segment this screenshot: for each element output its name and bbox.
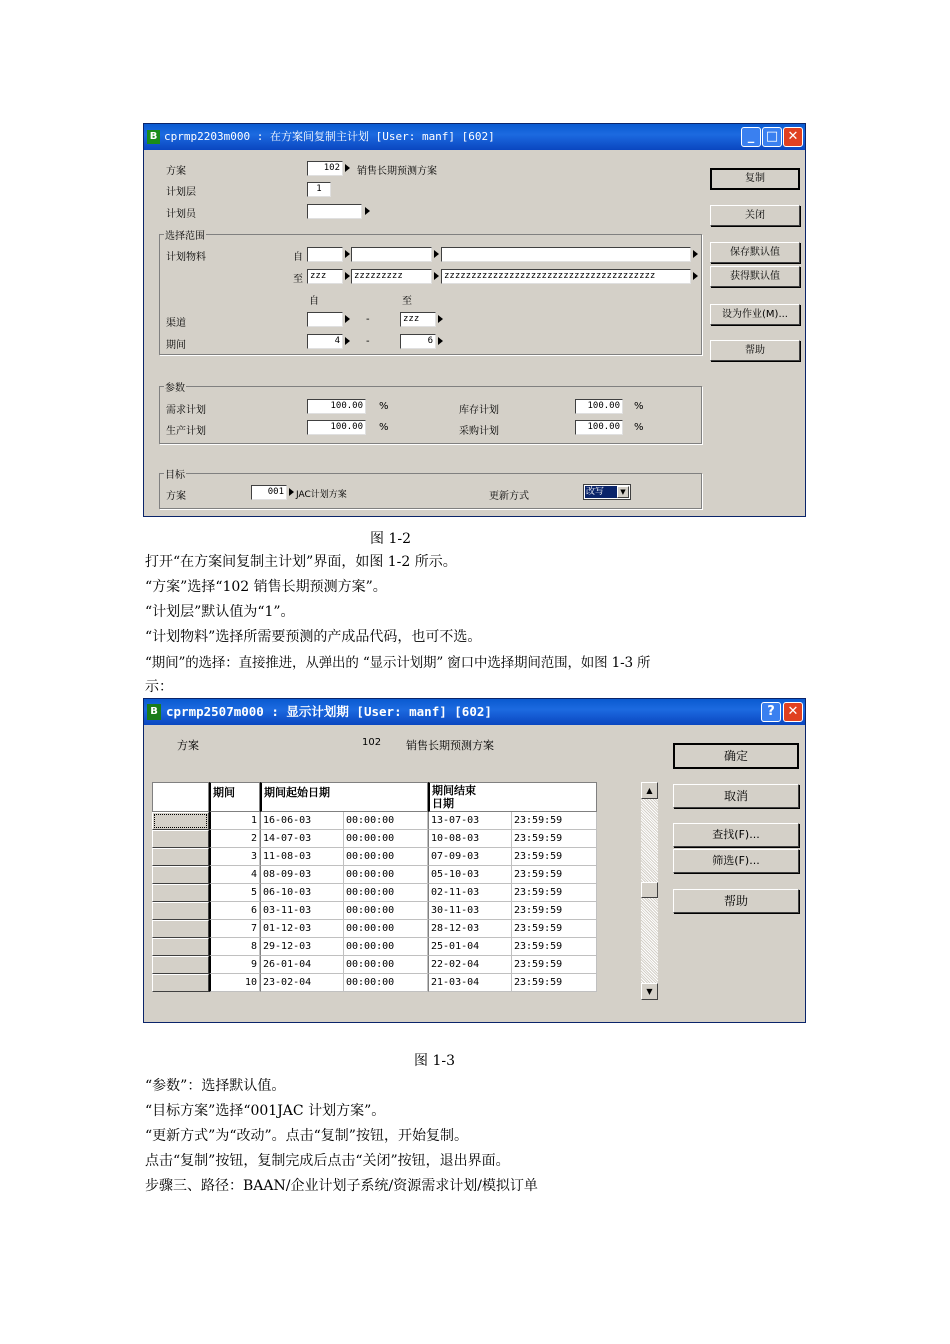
paragraph: 示： (145, 679, 173, 695)
period-label: 期间 (166, 340, 186, 351)
cell-start-date: 03-11-03 (260, 902, 344, 920)
item-to-3-zoom-icon[interactable] (693, 272, 698, 280)
channel-dash: - (366, 314, 370, 325)
cell-start-date: 29-12-03 (260, 938, 344, 956)
find-button[interactable]: 查找(F)... (673, 823, 799, 847)
cell-period: 8 (209, 938, 260, 956)
update-mode-label: 更新方式 (489, 491, 529, 502)
app-icon: B (147, 130, 160, 144)
update-mode-value: 改写 (585, 486, 618, 498)
header-period: 期间 (209, 782, 260, 812)
help-button[interactable]: 帮助 (673, 889, 799, 913)
period-dash: - (366, 336, 370, 347)
set-as-job-button[interactable]: 设为作业(M)... (710, 304, 800, 325)
item-to-1[interactable]: zzz (307, 269, 343, 284)
demand-plan-label: 需求计划 (166, 405, 206, 416)
ok-button[interactable]: 确定 (673, 743, 799, 769)
header-end-date (428, 782, 597, 812)
item-from-2[interactable] (351, 247, 432, 262)
app-icon: B (147, 704, 161, 720)
demand-plan-unit: % (379, 401, 389, 412)
filter-button[interactable]: 筛选(F)... (673, 849, 799, 873)
inventory-plan-label: 库存计划 (459, 405, 499, 416)
cell-end-date: 07-09-03 (428, 848, 512, 866)
cell-period: 7 (209, 920, 260, 938)
cell-end-time: 23:59:59 (512, 866, 597, 884)
cell-start-time: 00:00:00 (344, 938, 428, 956)
cell-period: 10 (209, 974, 260, 992)
cell-start-time: 00:00:00 (344, 812, 428, 830)
cell-end-date: 10-08-03 (428, 830, 512, 848)
paragraph: “目标方案”选择“001JAC 计划方案”。 (145, 1103, 386, 1119)
cell-end-time: 23:59:59 (512, 902, 597, 920)
scroll-up-icon[interactable]: ▲ (641, 782, 658, 799)
show-plan-periods-window (143, 698, 806, 1023)
item-to-1-zoom-icon[interactable] (345, 272, 350, 280)
plan-item-label: 计划物料 (166, 252, 206, 263)
purchase-plan-input[interactable]: 100.00 (575, 420, 623, 435)
item-from-2-zoom-icon[interactable] (434, 250, 439, 258)
window-title: cprmp2507m000 : 显示计划期 [User: manf] [602] (166, 704, 492, 719)
paragraph: “参数”：选择默认值。 (145, 1078, 286, 1094)
period-to-zoom-icon[interactable] (438, 337, 443, 345)
planner-label: 计划员 (166, 209, 196, 220)
row-selector[interactable] (152, 956, 209, 974)
cell-start-date: 23-02-04 (260, 974, 344, 992)
cell-end-time: 23:59:59 (512, 956, 597, 974)
cell-end-time: 23:59:59 (512, 884, 597, 902)
title-bar[interactable] (144, 699, 805, 725)
close-button[interactable]: 关闭 (710, 205, 800, 226)
title-bar[interactable] (144, 124, 805, 150)
save-defaults-button[interactable]: 保存默认值 (710, 242, 800, 263)
row-selector[interactable] (152, 866, 209, 884)
scenario-label: 方案 (166, 166, 186, 177)
get-defaults-button[interactable]: 获得默认值 (710, 266, 800, 287)
inventory-plan-unit: % (634, 401, 644, 412)
cell-start-date: 06-10-03 (260, 884, 344, 902)
chevron-down-icon[interactable]: ▼ (617, 486, 629, 498)
cell-period: 1 (209, 812, 260, 830)
close-icon[interactable]: ✕ (783, 702, 803, 722)
planner-input[interactable] (307, 204, 362, 219)
row-selector[interactable] (152, 974, 209, 992)
scenario-zoom-icon[interactable] (345, 164, 350, 172)
close-icon[interactable]: ✕ (783, 127, 803, 147)
paragraph: 点击“复制”按钮，复制完成后点击“关闭”按钮，退出界面。 (145, 1153, 510, 1169)
item-to-2[interactable]: zzzzzzzzz (351, 269, 432, 284)
cell-end-date: 28-12-03 (428, 920, 512, 938)
cell-start-date: 16-06-03 (260, 812, 344, 830)
cell-start-time: 00:00:00 (344, 866, 428, 884)
paragraph: “计划层”默认值为“1”。 (145, 604, 295, 620)
cell-end-date: 05-10-03 (428, 866, 512, 884)
plan-level-input[interactable]: 1 (307, 182, 331, 197)
purchase-plan-label: 采购计划 (459, 426, 499, 437)
planner-zoom-icon[interactable] (365, 207, 370, 215)
cell-end-date: 21-03-04 (428, 974, 512, 992)
channel-to-zoom-icon[interactable] (438, 315, 443, 323)
column-to-label: 至 (402, 296, 412, 307)
channel-to-input[interactable]: zzz (400, 312, 436, 327)
channel-from-input[interactable] (307, 312, 343, 327)
scenario-desc: 销售长期预测方案 (357, 166, 437, 177)
cell-start-time: 00:00:00 (344, 830, 428, 848)
cell-end-time: 23:59:59 (512, 848, 597, 866)
grid-corner (152, 782, 209, 812)
paragraph: 步骤三、路径：BAAN/企业计划子系统/资源需求计划/模拟订单 (145, 1178, 538, 1194)
scenario-code: 102 (362, 737, 382, 748)
header-start-date: 期间起始日期 (260, 782, 428, 812)
row-selector[interactable] (152, 884, 209, 902)
update-mode-select[interactable] (583, 484, 631, 500)
cell-end-time: 23:59:59 (512, 974, 597, 992)
paragraph: “期间”的选择：直接推进，从弹出的 “显示计划期” 窗口中选择期间范围，如图 1-3 所 (145, 655, 651, 671)
paragraph: “方案”选择“102 销售长期预测方案”。 (145, 579, 387, 595)
cell-end-time: 23:59:59 (512, 812, 597, 830)
cell-end-date: 30-11-03 (428, 902, 512, 920)
cell-start-time: 00:00:00 (344, 884, 428, 902)
cell-end-time: 23:59:59 (512, 920, 597, 938)
purchase-plan-unit: % (634, 422, 644, 433)
periods-grid (152, 782, 597, 992)
item-from-3-zoom-icon[interactable] (693, 250, 698, 258)
cell-end-date: 02-11-03 (428, 884, 512, 902)
cell-start-date: 14-07-03 (260, 830, 344, 848)
cell-period: 9 (209, 956, 260, 974)
header-end-date-text: 期间结束日期 (432, 784, 476, 810)
scenario-label: 方案 (177, 739, 199, 752)
target-title: 目标 (164, 466, 186, 481)
item-from-3[interactable] (441, 247, 691, 262)
cell-start-date: 08-09-03 (260, 866, 344, 884)
item-to-2-zoom-icon[interactable] (434, 272, 439, 280)
vertical-scrollbar[interactable] (641, 782, 658, 1000)
cell-end-date: 25-01-04 (428, 938, 512, 956)
column-from-label: 自 (309, 296, 319, 307)
target-scenario-label: 方案 (166, 491, 186, 502)
maximize-icon[interactable]: □ (762, 127, 782, 147)
cell-start-date: 26-01-04 (260, 956, 344, 974)
copy-master-plan-window (143, 123, 806, 517)
target-scenario-zoom-icon[interactable] (289, 488, 294, 496)
window-title: cprmp2203m000 : 在方案间复制主计划 [User: manf] [602] (164, 130, 495, 143)
row-selector[interactable] (152, 812, 209, 830)
cell-period: 3 (209, 848, 260, 866)
row-selector[interactable] (152, 920, 209, 938)
help-button[interactable]: 帮助 (710, 340, 800, 361)
demand-plan-input[interactable]: 100.00 (307, 399, 366, 414)
cell-start-date: 11-08-03 (260, 848, 344, 866)
production-plan-unit: % (379, 422, 389, 433)
paragraph: “更新方式”为“改动”。点击“复制”按钮，开始复制。 (145, 1128, 468, 1144)
parameters-group (159, 383, 702, 444)
cell-start-time: 00:00:00 (344, 920, 428, 938)
scroll-thumb[interactable] (641, 882, 658, 898)
cell-end-date: 22-02-04 (428, 956, 512, 974)
cell-end-time: 23:59:59 (512, 830, 597, 848)
period-from-zoom-icon[interactable] (345, 337, 350, 345)
plan-level-label: 计划层 (166, 187, 196, 198)
channel-from-zoom-icon[interactable] (345, 315, 350, 323)
row-selector[interactable] (152, 830, 209, 848)
cell-period: 2 (209, 830, 260, 848)
cell-start-date: 01-12-03 (260, 920, 344, 938)
cell-period: 5 (209, 884, 260, 902)
item-from-1-zoom-icon[interactable] (345, 250, 350, 258)
help-icon[interactable]: ? (761, 702, 781, 722)
paragraph: “计划物料”选择所需要预测的产成品代码，也可不选。 (145, 629, 482, 645)
cell-period: 4 (209, 866, 260, 884)
cancel-button[interactable]: 取消 (673, 784, 799, 808)
figure-caption-1-3: 图 1-3 (414, 1053, 455, 1069)
from-label: 自 (293, 252, 303, 263)
to-label: 至 (293, 274, 303, 285)
selection-range-title: 选择范围 (164, 227, 206, 242)
channel-label: 渠道 (166, 318, 186, 329)
target-scenario-desc: JAC计划方案 (296, 490, 347, 500)
figure-caption-1-2: 图 1-2 (370, 531, 411, 547)
parameters-title: 参数 (164, 379, 186, 394)
cell-start-time: 00:00:00 (344, 974, 428, 992)
production-plan-label: 生产计划 (166, 426, 206, 437)
item-to-3[interactable]: zzzzzzzzzzzzzzzzzzzzzzzzzzzzzzzzzzzzzzz (441, 269, 691, 284)
cell-start-time: 00:00:00 (344, 848, 428, 866)
cell-start-time: 00:00:00 (344, 956, 428, 974)
row-selector[interactable] (152, 938, 209, 956)
item-from-1[interactable] (307, 247, 343, 262)
cell-start-time: 00:00:00 (344, 902, 428, 920)
row-selector[interactable] (152, 902, 209, 920)
minimize-icon[interactable]: _ (741, 127, 761, 147)
production-plan-input[interactable]: 100.00 (307, 420, 366, 435)
scroll-down-icon[interactable]: ▼ (641, 983, 658, 1000)
cell-period: 6 (209, 902, 260, 920)
copy-button[interactable]: 复制 (710, 168, 800, 190)
scenario-input[interactable]: 102 (307, 161, 343, 176)
inventory-plan-input[interactable]: 100.00 (575, 399, 623, 414)
scenario-desc: 销售长期预测方案 (406, 739, 494, 752)
period-to-input[interactable]: 6 (400, 334, 436, 349)
period-from-input[interactable]: 4 (307, 334, 343, 349)
target-scenario-input[interactable]: 001 (251, 485, 287, 500)
cell-end-date: 13-07-03 (428, 812, 512, 830)
cell-end-time: 23:59:59 (512, 938, 597, 956)
row-selector[interactable] (152, 848, 209, 866)
paragraph: 打开“在方案间复制主计划”界面，如图 1-2 所示。 (145, 554, 457, 570)
